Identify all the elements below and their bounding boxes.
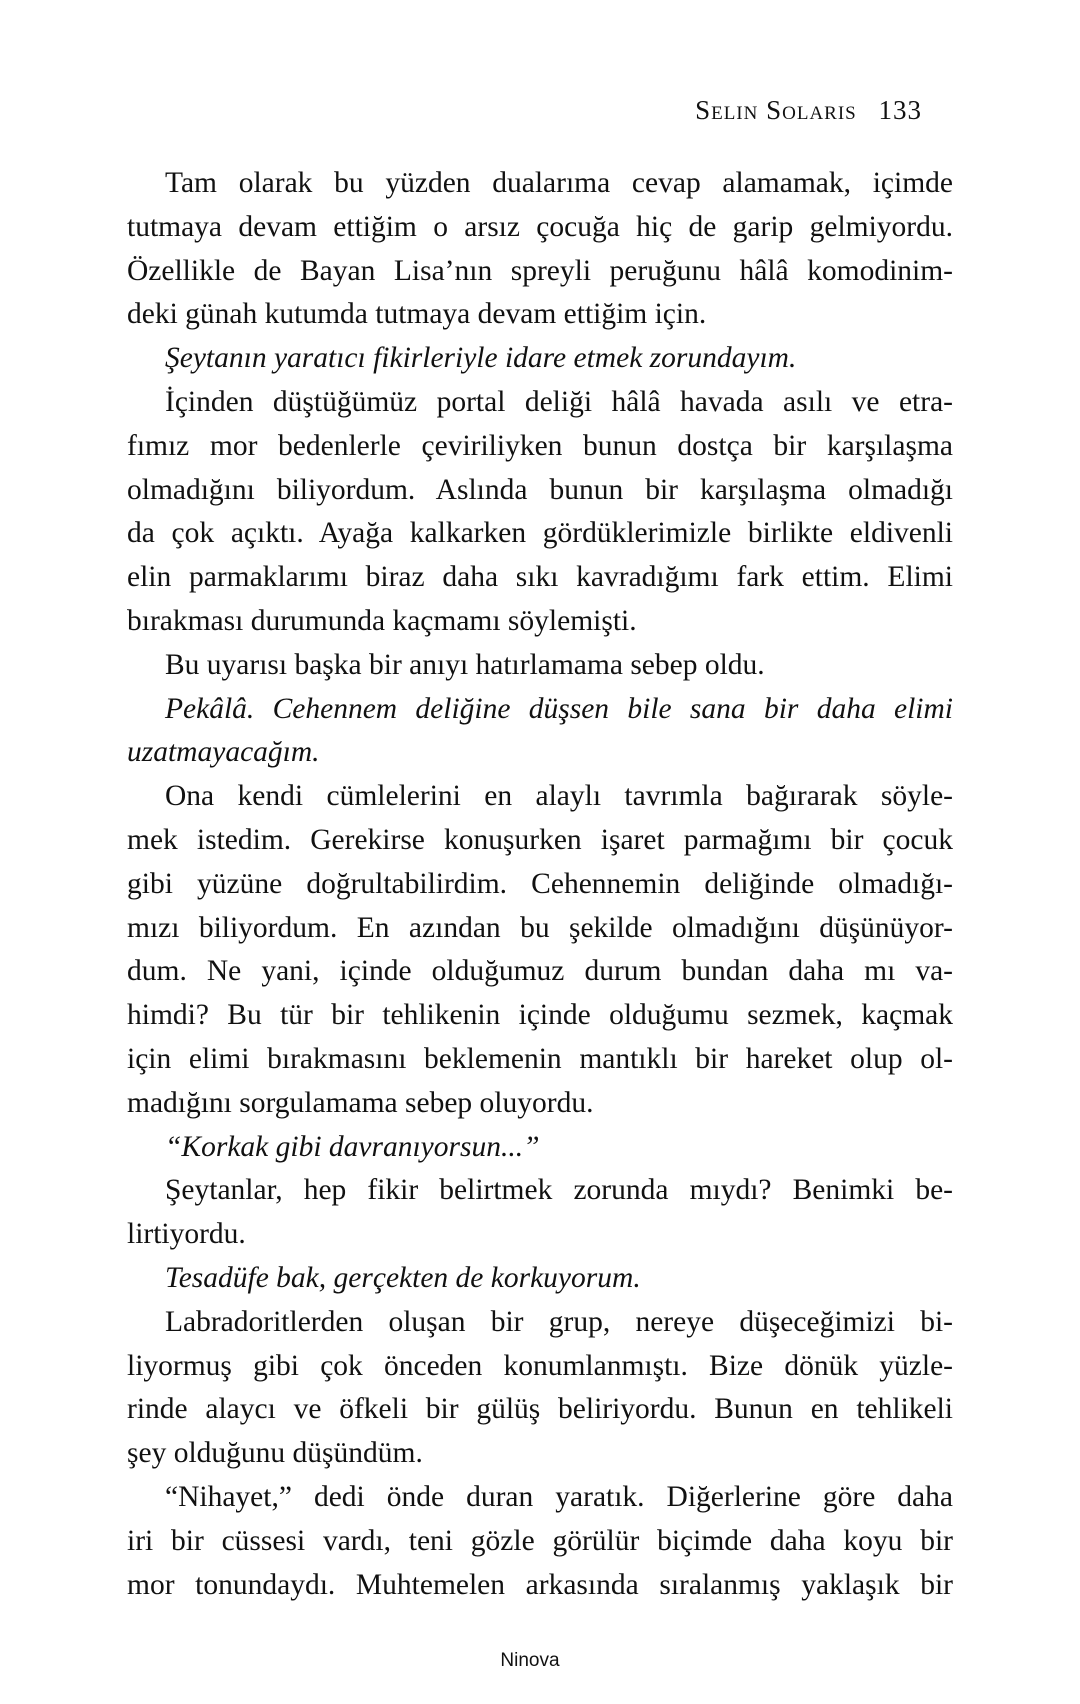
text-line: lirtiyordu. bbox=[127, 1218, 246, 1251]
page-number: 133 bbox=[878, 95, 922, 125]
text-line: şey olduğunu düşündüm. bbox=[127, 1437, 423, 1470]
text-line: “Nihayet,” dedi önde duran yaratık. Diğerlerine göre daha bbox=[165, 1480, 953, 1513]
text-line: olmadığını biliyordum. Aslında bunun bir karşılaşma olmadığı bbox=[127, 473, 953, 506]
text-line: rinde alaycı ve öfkeli bir gülüş beliriyordu. Bunun en tehlikeli bbox=[127, 1393, 953, 1426]
italic-text-line: “Korkak gibi davranıyorsun...” bbox=[165, 1130, 540, 1163]
text-line: mor tonundaydı. Muhtemelen arkasında sıralanmış yaklaşık bir bbox=[127, 1568, 953, 1601]
text-line: bırakması durumunda kaçmamı söylemişti. bbox=[127, 604, 637, 637]
text-line: Şeytanlar, hep fikir belirtmek zorunda mıydı? Benimki be- bbox=[165, 1174, 953, 1207]
text-line: mızı biliyordum. En azından bu şekilde olmadığını düşünüyor- bbox=[127, 911, 953, 944]
running-title: Selin Solaris bbox=[695, 95, 857, 125]
text-line: liyormuş gibi çok önceden konumlanmıştı. Bize dönük yüzle- bbox=[127, 1349, 953, 1382]
text-line: da çok açıktı. Ayağa kalkarken gördüklerimizle birlikte eldivenli bbox=[127, 517, 953, 550]
text-line: elin parmaklarımı biraz daha sıkı kavradığımı fark ettim. Elimi bbox=[127, 561, 953, 594]
italic-text-line: uzatmayacağım. bbox=[127, 736, 320, 769]
italic-text-line: Pekâlâ. Cehennem deliğine düşsen bile sana bir daha elimi bbox=[165, 692, 953, 725]
text-line: Bu uyarısı başka bir anıyı hatırlamama sebep oldu. bbox=[165, 648, 765, 681]
text-line: Tam olarak bu yüzden dualarıma cevap alamamak, içimde bbox=[165, 167, 953, 199]
italic-text-line: Şeytanın yaratıcı fikirleriyle idare etmek zorundayım. bbox=[165, 342, 797, 375]
page-body-text bbox=[127, 162, 953, 1607]
italic-text-line: Tesadüfe bak, gerçekten de korkuyorum. bbox=[165, 1261, 641, 1294]
footer-watermark: Ninova bbox=[500, 1650, 560, 1671]
text-line: için elimi bırakmasını beklemenin mantıklı bir hareket olup ol- bbox=[127, 1042, 953, 1075]
text-line: Labradoritlerden oluşan bir grup, nereye düşeceğimizi bi- bbox=[165, 1305, 953, 1338]
text-line: gibi yüzüne doğrultabilirdim. Cehennemin deliğinde olmadığı- bbox=[127, 867, 953, 900]
running-header bbox=[695, 95, 922, 126]
text-line: Ona kendi cümlelerini en alaylı tavrımla bağırarak söyle- bbox=[165, 780, 953, 813]
text-line: fımız mor bedenlerle çeviriliyken bunun dostça bir karşılaşma bbox=[127, 429, 953, 462]
text-line: dum. Ne yani, içinde olduğumuz durum bundan daha mı va- bbox=[127, 955, 953, 988]
text-line: mek istedim. Gerekirse konuşurken işaret parmağımı bir çocuk bbox=[127, 823, 953, 856]
text-line: deki günah kutumda tutmaya devam ettiğim için. bbox=[127, 298, 707, 331]
text-line: tutmaya devam ettiğim o arsız çocuğa hiç de garip gelmiyordu. bbox=[127, 210, 953, 243]
text-line: İçinden düştüğümüz portal deliği hâlâ havada asılı ve etra- bbox=[165, 385, 953, 418]
text-line: himdi? Bu tür bir tehlikenin içinde olduğumu sezmek, kaçmak bbox=[127, 999, 953, 1032]
text-line: madığını sorgulamama sebep oluyordu. bbox=[127, 1086, 594, 1119]
text-line: iri bir cüssesi vardı, teni gözle görülür biçimde daha koyu bir bbox=[127, 1524, 953, 1557]
text-line: Özellikle de Bayan Lisa’nın spreyli peruğunu hâlâ komodinim- bbox=[127, 254, 953, 287]
